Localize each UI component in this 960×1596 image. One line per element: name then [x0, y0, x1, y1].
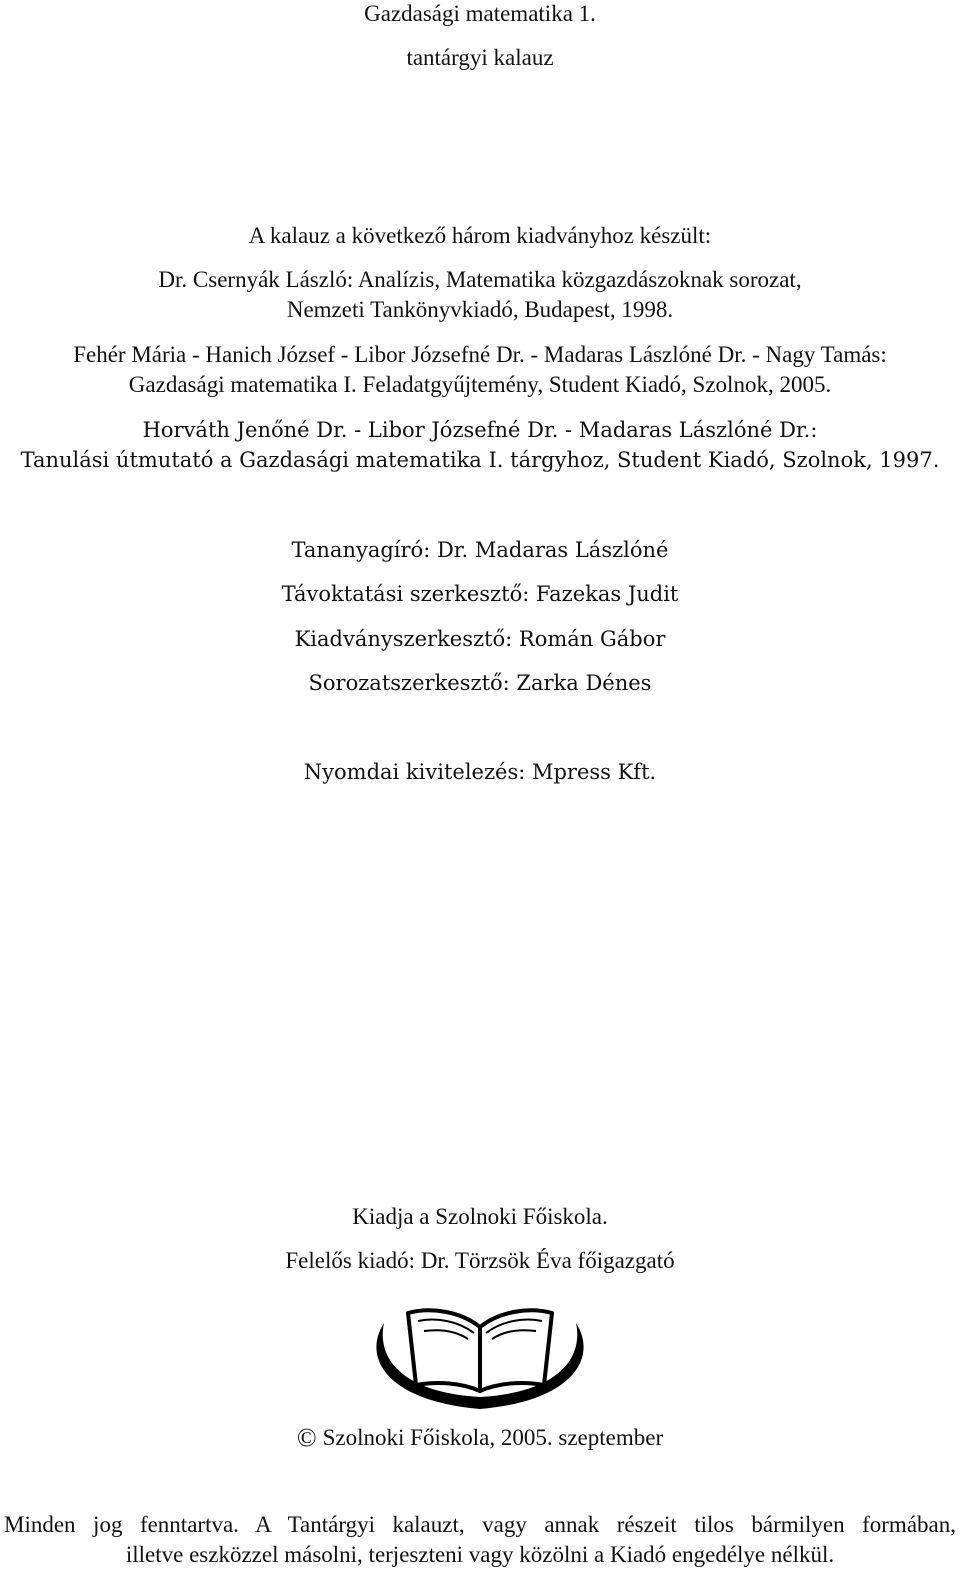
rights-notice-line-2: illetve eszközzel másolni, terjeszteni vagy közölni a Kiadó engedélye nélkül. — [125, 1542, 835, 1567]
source-book-2-line-2: Gazdasági matematika I. Feladatgyűjtemény, Student Kiadó, Szolnok, 2005. — [128, 372, 832, 397]
source-book-1-line-1: Dr. Csernyák László: Analízis, Matematika közgazdászoknak sorozat, — [158, 267, 802, 292]
credit-series-editor: Sorozatszerkesztő: Zarka Dénes — [308, 671, 652, 695]
rights-notice-line-1: Minden jog fenntartva. A Tantárgyi kalauzt, vagy annak részeit tilos bármilyen formában, — [4, 1512, 956, 1537]
document-title: Gazdasági matematika 1. — [364, 1, 596, 26]
copyright-icon: © — [296, 1423, 317, 1452]
responsible-publisher: Felelős kiadó: Dr. Törzsök Éva főigazgató — [285, 1248, 675, 1273]
sources-intro: A kalauz a következő három kiadványhoz készült: — [248, 223, 712, 248]
copyright-text: Szolnoki Főiskola, 2005. szeptember — [322, 1425, 664, 1450]
source-book-2-line-1: Fehér Mária - Hanich József - Libor Józsefné Dr. - Madaras Lászlóné Dr. - Nagy Tamás: — [73, 342, 887, 367]
rights-notice — [4, 1510, 956, 1570]
publisher-line: Kiadja a Szolnoki Főiskola. — [352, 1204, 608, 1229]
source-book-3-line-2: Tanulási útmutató a Gazdasági matematika I. tárgyhoz, Student Kiadó, Szolnok, 1997. — [20, 448, 940, 472]
source-book-3-line-1: Horváth Jenőné Dr. - Libor Józsefné Dr. - Madaras Lászlóné Dr.: — [142, 418, 818, 442]
copyright-line — [0, 1425, 960, 1451]
source-book-1-line-2: Nemzeti Tankönyvkiadó, Budapest, 1998. — [286, 297, 674, 322]
credit-publication-editor: Kiadványszerkesztő: Román Gábor — [294, 627, 666, 651]
document-subtitle: tantárgyi kalauz — [406, 45, 554, 70]
credit-printing: Nyomdai kivitelezés: Mpress Kft. — [303, 760, 657, 784]
open-book-logo-icon — [364, 1305, 596, 1415]
credit-author: Tananyagíró: Dr. Madaras Lászlóné — [291, 538, 669, 562]
credit-distance-editor: Távoktatási szerkesztő: Fazekas Judit — [281, 582, 679, 606]
